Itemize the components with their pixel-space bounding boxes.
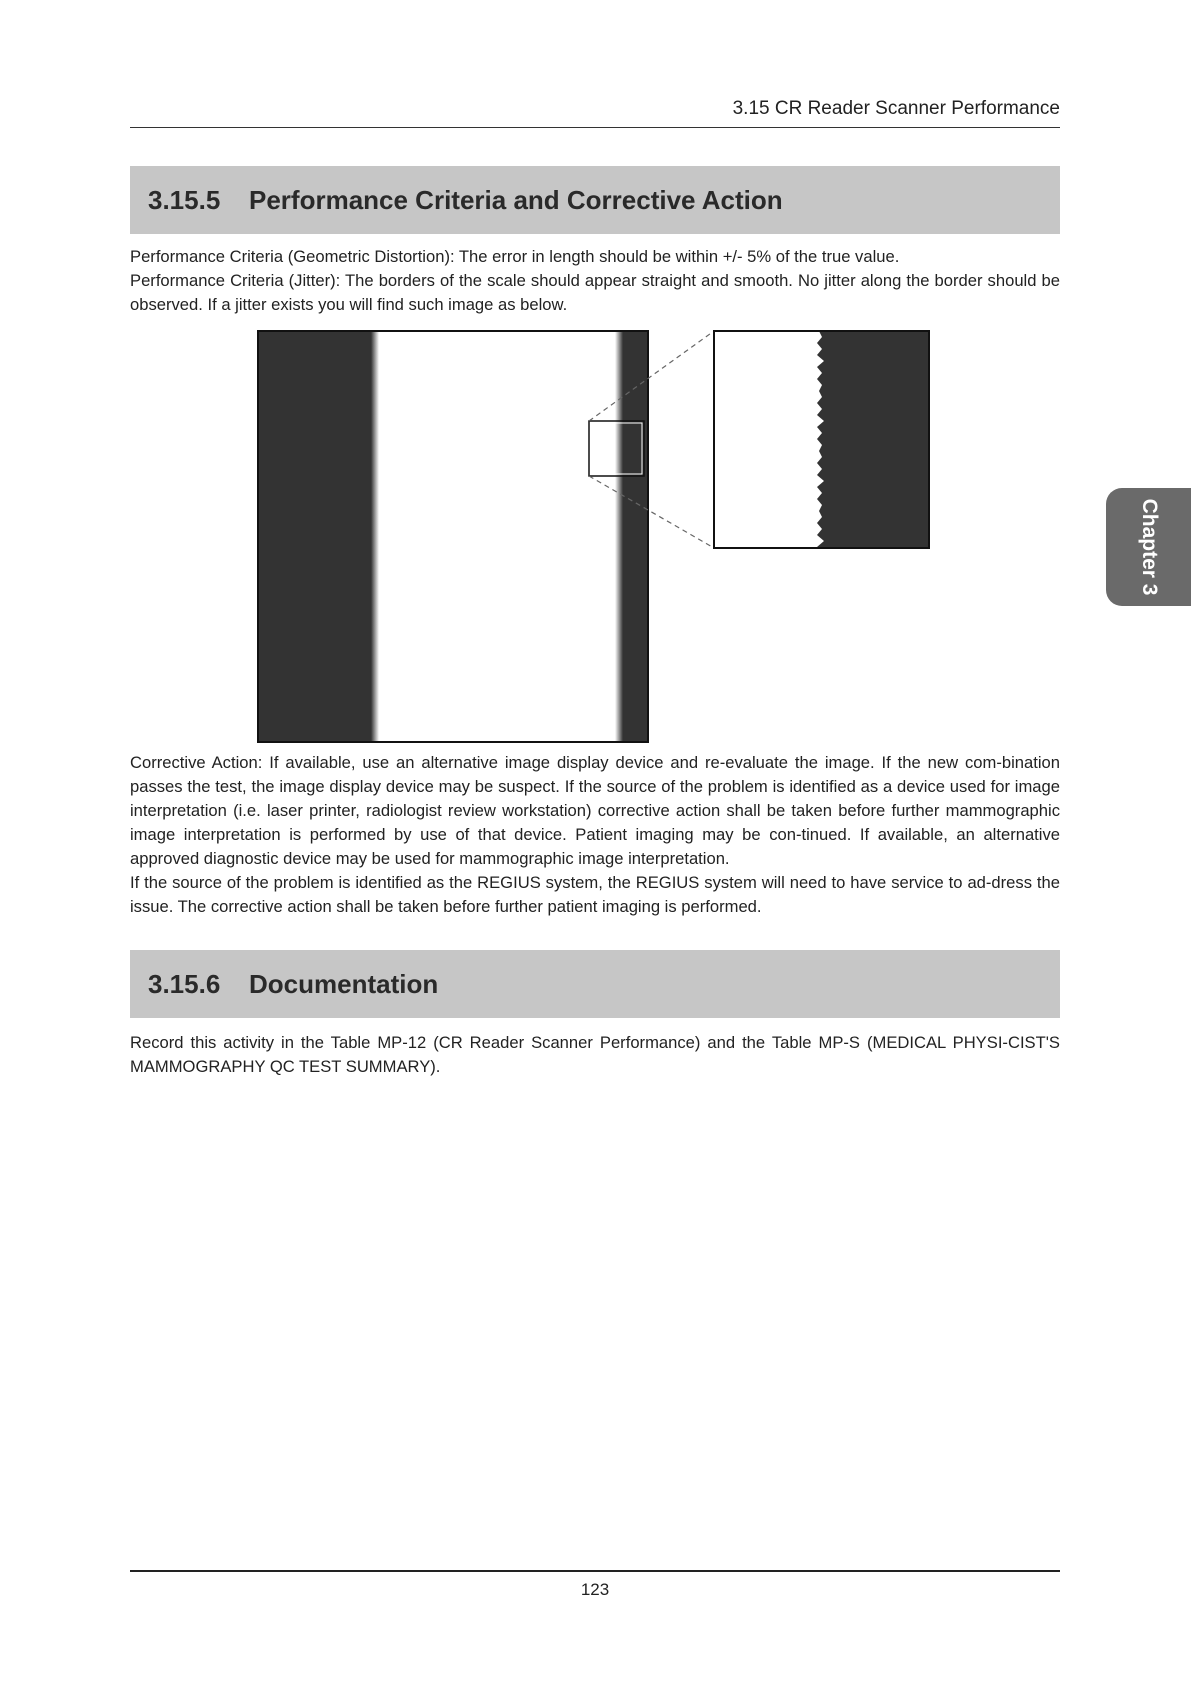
- full-image-panel: [258, 331, 648, 742]
- chapter-tab[interactable]: [1106, 488, 1191, 606]
- jitter-example-image: [255, 328, 935, 746]
- criteria-jitter: Performance Criteria (Jitter): The borders of the scale should appear straight and smooth. No jitter along the border should be observed. If a jitter exists you will find such image as below.: [130, 271, 1060, 314]
- page-number: 123: [580, 1580, 610, 1599]
- documentation-paragraph: Record this activity in the Table MP-12 (CR Reader Scanner Performance) and the Table MP-S (MEDICAL PHYSI-CIST'S MAMMOGRAPHY QC TEST SUMMARY).: [130, 1033, 1060, 1076]
- section-heading-3-15-5: [130, 166, 1060, 234]
- criteria-geometric-distortion: Performance Criteria (Geometric Distortion): The error in length should be within +/- 5% of the true value.: [130, 247, 900, 266]
- section-title: Documentation: [249, 968, 439, 999]
- footer-rule: [130, 1570, 1060, 1572]
- header-rule: [130, 127, 1060, 128]
- running-header: 3.15 CR Reader Scanner Performance: [732, 98, 1060, 119]
- chapter-tab-label: Chapter 3: [1137, 498, 1161, 596]
- corrective-action-paragraph-1: Corrective Action: If available, use an alternative image display device and re-evaluate the image. If the new com-bination passes the test, the image display device may be suspect. If the source of the problem is identified as a device used for image interpretation (i.e. laser printer, radiologist review workstation) corrective action shall be taken before further mammographic image interpretation is performed by use of that device. Patient imaging may be con-tinued. If available, an alternative approved diagnostic device may be used for mammographic image interpretation.: [130, 753, 1060, 868]
- section-title: Performance Criteria and Corrective Action: [249, 184, 783, 215]
- corrective-action-text: [130, 751, 1060, 919]
- zoomed-detail-panel: [714, 331, 929, 548]
- jitter-edge-detail: [817, 331, 929, 548]
- section-number: 3.15.5: [148, 184, 221, 215]
- section-heading-3-15-6: [130, 950, 1060, 1018]
- corrective-action-paragraph-2: If the source of the problem is identified as the REGIUS system, the REGIUS system will need to have service to ad-dress the issue. The corrective action shall be taken before further patient imaging is performed.: [130, 873, 1060, 916]
- jitter-example-figure: [255, 328, 935, 746]
- documentation-text: [130, 1031, 1060, 1079]
- performance-criteria-text: [130, 245, 1060, 317]
- section-number: 3.15.6: [148, 968, 221, 999]
